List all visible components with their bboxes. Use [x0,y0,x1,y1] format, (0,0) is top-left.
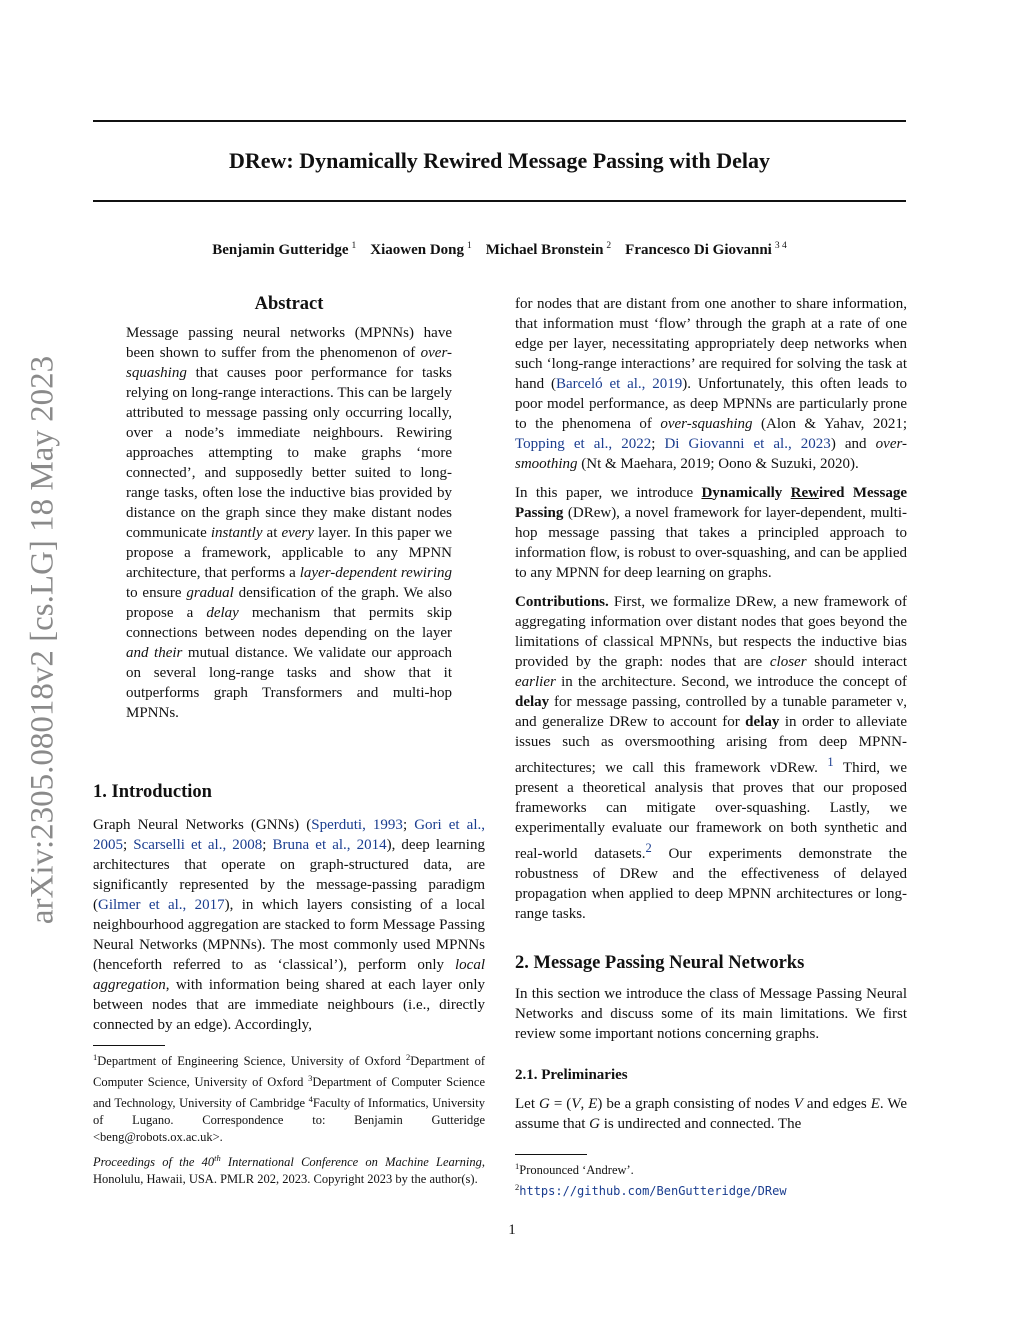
contributions-paragraph [515,592,907,924]
introduction-continued-text: for nodes that are distant from one another to share information, that information must ‘flow’ through the graph at a rate of one edge per layer, necessitating appropriately deep networks when such ‘long-range interactions’ are required for solving the task at hand (Barceló et al., 2019). Unfortunately, this often leads to poor model performance, as deep MPNNs are particularly prone to the phenomena of over-squashing (Alon & Yahav, 2021; Topping et al., 2022; Di Giovanni et al., 2023) and over-smoothing (Nt & Maehara, 2019; Oono & Suzuki, 2020). [515,296,908,472]
author-1: Benjamin Gutteridge $^1$ [212,241,357,258]
proceedings-note: Proceedings of the 40th International Conference on Machine Learning, Honolulu, Hawaii, USA. PMLR 202, 2023. Copyright 2023 by the author(s). [93,1153,485,1187]
introduction-section [93,780,485,1035]
title-top-rule [93,120,906,122]
title-bottom-rule [93,200,906,202]
footnote-rule-left [93,1045,165,1046]
arxiv-identifier: arXiv:2305.08018v2 [cs.LG] 18 May 2023 [24,355,61,925]
affiliations-footnote: $^1$Department of Engineering Science, University of Oxford $^2$Department of Computer Science, University of Oxford $^3$Department of Computer Science and Technology, University of Cambridge $^4$Faculty of Informatics, University of Lugano. Correspondence to: Benjamin Gutteridge <beng@robots.ox.ac.uk>. [93,1052,485,1145]
right-column [515,294,907,1134]
footnotes-right [515,1158,907,1200]
contributions-label: Contributions. [515,594,609,610]
paper-title: DRew: Dynamically Rewired Message Passing with Delay [229,148,770,173]
abstract-text: Message passing neural networks (MPNNs) have been shown to suffer from the phenomenon of over-squashing that causes poor performance for tasks relying on long-range interactions. This can be largely attributed to message passing only occurring locally, over a node’s immediate neighbours. Rewiring approaches attempting to make graphs ‘more connected’, and supposedly better suited to long-range tasks, often lose the inductive bias provided by distance on the graph since they make distant nodes communicate instantly at every layer. In this paper we propose a framework, applicable to any MPNN architecture, that performs a layer-dependent rewiring to ensure gradual densification of the graph. We also propose a delay mechanism that permits skip connections between nodes depending on the layer and their mutual distance. We validate our approach on several long-range tasks and show that it outperforms graph Transformers and multi-hop MPNNs. [126,325,452,721]
github-link[interactable]: https://github.com/BenGutteridge/DRew [519,1184,787,1199]
footnote-2: $^2$https://github.com/BenGutteridge/DRew [515,1182,787,1199]
footnote-1: $^1$Pronounced ‘Andrew’. [515,1161,634,1178]
footnote-rule-right [515,1154,587,1155]
section2-heading: 2. Message Passing Neural Networks [515,953,805,973]
preliminaries-text: Let G = (V, E) be a graph consisting of nodes V and edges E. We assume that G is undirected and connected. The [515,1096,908,1132]
contributions-text: First, we formalize DRew, a new framework of aggregating information over distant nodes that goes beyond the limitations of classical MPNNs, but respects the inductive bias provided by the graph: nodes that are closer should interact earlier in the architecture. Second, we introduce the concept of delay for message passing, controlled by a tunable parameter ν, and generalize DRew to account for delay in order to alleviate issues such as oversmoothing arising from deep MPNN-architectures; we call this framework νDRew. $^1$ Third, we present a theoretical analysis that proves that our proposed frameworks can mitigate over-squashing. Lastly, we experimentally evaluate our framework on both synthetic and real-world datasets.$^2$ Our experiments demonstrate the robustness of DRew and the effectiveness of delayed propagation when applied to deep MPNN architectures or long-range tasks. [515,594,908,922]
author-2: Xiaowen Dong $^1$ [370,241,472,258]
page-number: 1 [508,1222,516,1238]
introduction-heading: 1. Introduction [93,782,212,802]
author-list [93,236,906,260]
author-4: Francesco Di Giovanni $^{3 4}$ [625,241,787,258]
preliminaries-heading: 2.1. Preliminaries [515,1067,628,1083]
abstract-heading: Abstract [254,294,324,314]
introduction-text: Graph Neural Networks (GNNs) (Sperduti, 1993; Gori et al., 2005; Scarselli et al., 2008; Bruna et al., 2014), deep learning architectures that operate on graph-structured data, are significantly represented by the message-passing paradigm (Gilmer et al., 2017), in which layers consisting of a local neighbourhood aggregation are stacked to form Message Passing Neural Networks (MPNNs). The most commonly used MPNNs (henceforth referred to as ‘classical’), perform only local aggregation, with information being shared at each layer only between nodes that are immediate neighbours (i.e., directly connected by an edge). Accordingly, [93,817,485,1033]
abstract-section [126,292,452,723]
author-3: Michael Bronstein $^2$ [485,241,612,258]
paper-intro-paragraph: In this paper, we introduce Dynamically Rewired Message Passing (DRew), a novel framework for layer-dependent, multi-hop message passing that takes a principled approach to information flow, is robust to over-squashing, and can be applied to any MPNN for deep learning on graphs. [515,485,908,581]
section2-text: In this section we introduce the class of Message Passing Neural Networks and discuss some of its main limitations. We first review some important notions concerning graphs. [515,986,907,1042]
